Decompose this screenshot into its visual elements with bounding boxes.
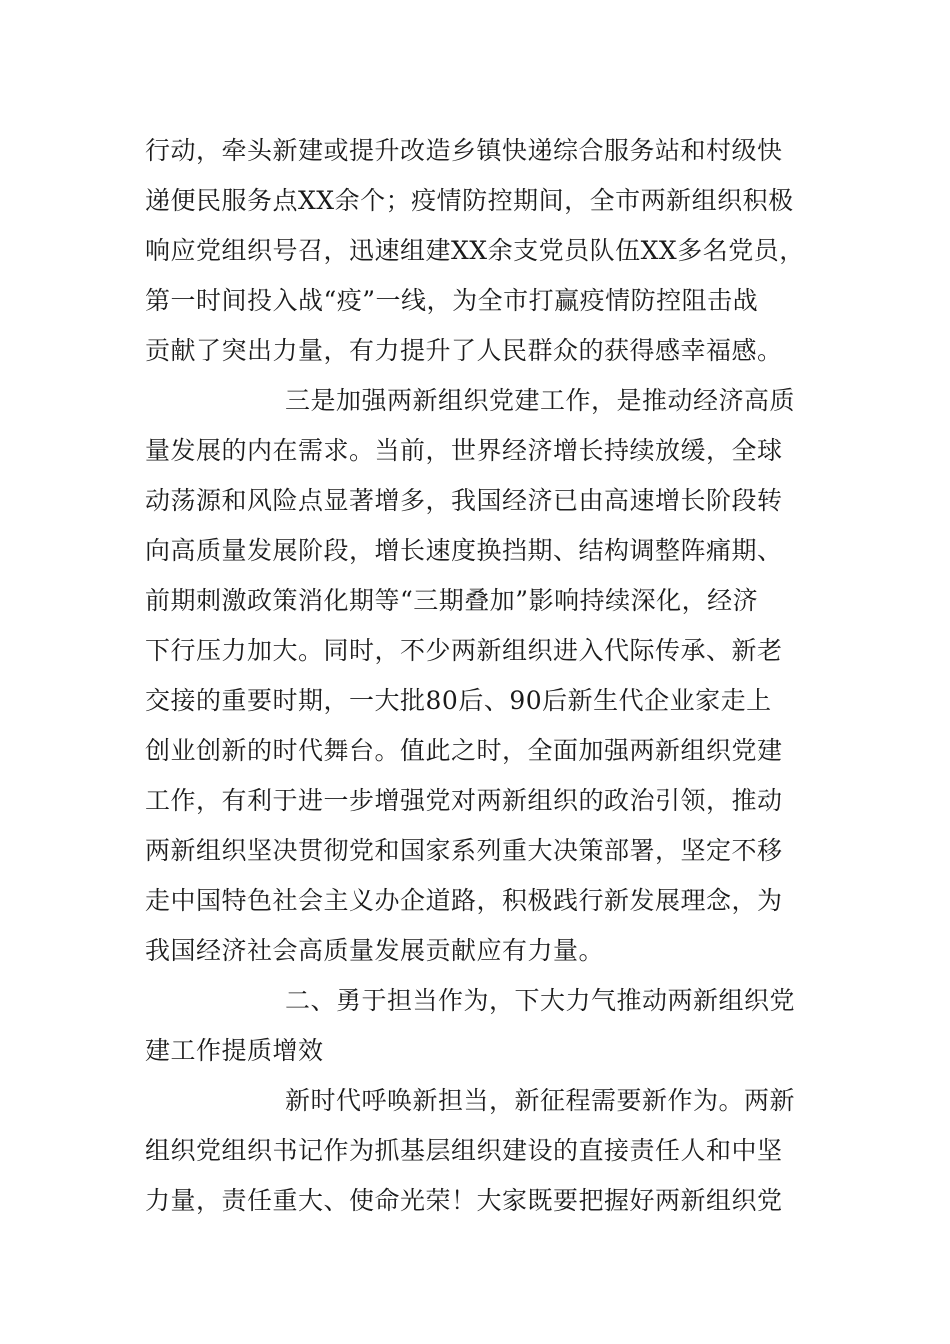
body-text bbox=[145, 126, 825, 1226]
section-heading-line: 二、勇于担当作为，下大力气推动两新组织党 bbox=[285, 986, 796, 1015]
text-line: 工作，有利于进一步增强党对两新组织的政治引领，推动 bbox=[145, 786, 783, 815]
section-heading-line: 建工作提质增效 bbox=[145, 1036, 324, 1065]
text-line: 响应党组织号召，迅速组建XX余支党员队伍XX多名党员， bbox=[145, 236, 805, 265]
text-line: 递便民服务点XX余个；疫情防控期间，全市两新组织积极 bbox=[145, 186, 794, 215]
text-line: 创业创新的时代舞台。值此之时，全面加强两新组织党建 bbox=[145, 736, 783, 765]
text-line: 交接的重要时期，一大批80后、90后新生代企业家走上 bbox=[145, 686, 772, 715]
text-line: 走中国特色社会主义办企道路，积极践行新发展理念，为 bbox=[145, 886, 783, 915]
text-line: 力量，责任重大、使命光荣！大家既要把握好两新组织党 bbox=[145, 1186, 783, 1215]
text-line: 我国经济社会高质量发展贡献应有力量。 bbox=[145, 936, 605, 965]
text-line: 下行压力加大。同时，不少两新组织进入代际传承、新老 bbox=[145, 636, 783, 665]
text-line: 组织党组织书记作为抓基层组织建设的直接责任人和中坚 bbox=[145, 1136, 783, 1165]
text-line: 量发展的内在需求。当前，世界经济增长持续放缓，全球 bbox=[145, 436, 783, 465]
text-line: 第一时间投入战“疫”一线，为全市打赢疫情防控阻击战 bbox=[145, 286, 759, 315]
text-line: 贡献了突出力量，有力提升了人民群众的获得感幸福感。 bbox=[145, 336, 783, 365]
text-line: 两新组织坚决贯彻党和国家系列重大决策部署，坚定不移 bbox=[145, 836, 783, 865]
text-line: 前期刺激政策消化期等“三期叠加”影响持续深化，经济 bbox=[145, 586, 759, 615]
text-line: 行动，牵头新建或提升改造乡镇快递综合服务站和村级快 bbox=[145, 136, 783, 165]
paragraph-start-line: 新时代呼唤新担当，新征程需要新作为。两新 bbox=[285, 1086, 796, 1115]
text-line: 动荡源和风险点显著增多，我国经济已由高速增长阶段转 bbox=[145, 486, 783, 515]
text-line: 向高质量发展阶段，增长速度换挡期、结构调整阵痛期、 bbox=[145, 536, 783, 565]
paragraph-start-line: 三是加强两新组织党建工作，是推动经济高质 bbox=[285, 386, 796, 415]
